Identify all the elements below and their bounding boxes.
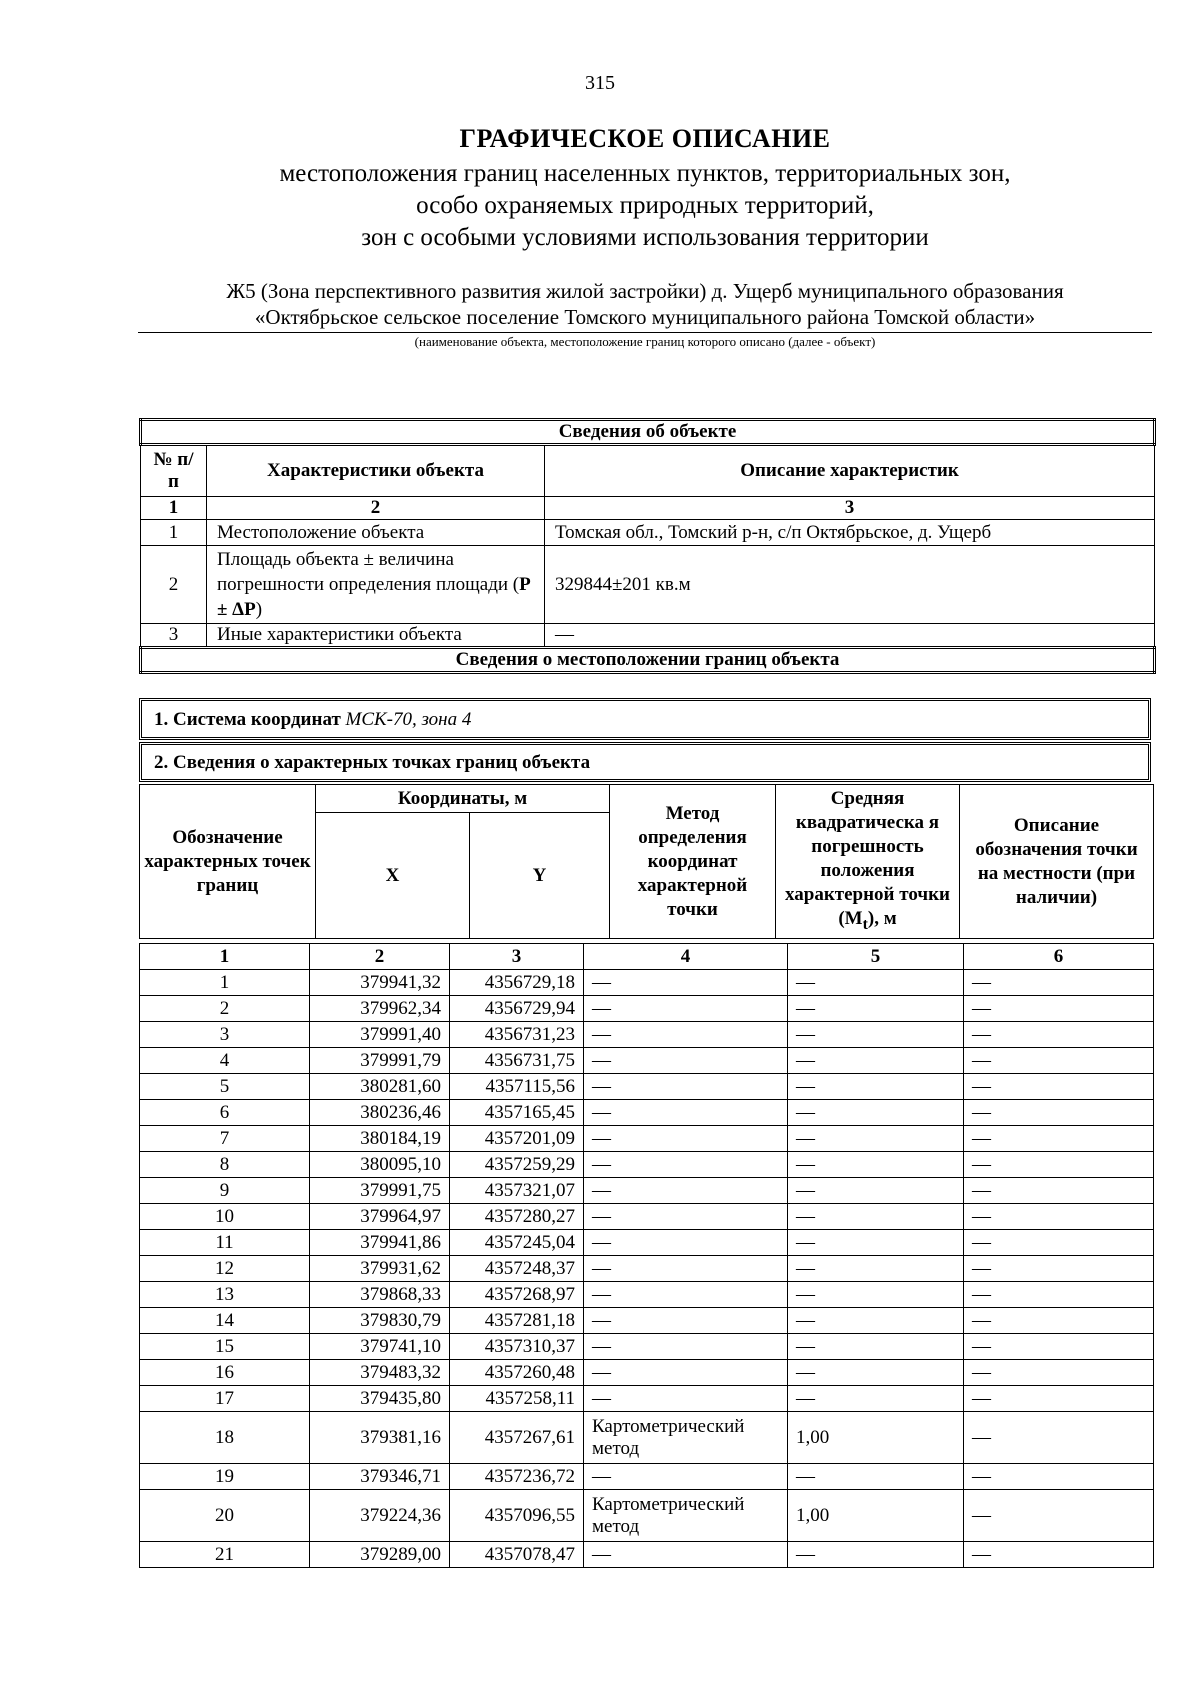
point-x: 379931,62 bbox=[310, 1256, 450, 1282]
description-header: Описание обозначения точки на местности (при наличии) bbox=[960, 785, 1154, 939]
info-section-header: Сведения об объекте bbox=[141, 420, 1155, 445]
point-number: 10 bbox=[140, 1204, 310, 1230]
point-error: 1,00 bbox=[788, 1412, 964, 1464]
point-number: 19 bbox=[140, 1464, 310, 1490]
point-description: — bbox=[964, 1360, 1154, 1386]
points-table bbox=[139, 943, 1154, 1568]
table-row bbox=[140, 970, 1154, 996]
table-row bbox=[140, 1100, 1154, 1126]
point-description: — bbox=[964, 1542, 1154, 1568]
point-number: 5 bbox=[140, 1074, 310, 1100]
coordinates-header: Координаты, м bbox=[316, 785, 610, 813]
point-description: — bbox=[964, 1464, 1154, 1490]
table-row bbox=[140, 1152, 1154, 1178]
point-x: 379868,33 bbox=[310, 1282, 450, 1308]
point-y: 4357260,48 bbox=[450, 1360, 584, 1386]
point-y: 4357096,55 bbox=[450, 1490, 584, 1542]
point-error: — bbox=[788, 1308, 964, 1334]
coord-system-value: МСК-70, зона 4 bbox=[345, 709, 472, 730]
point-number: 6 bbox=[140, 1100, 310, 1126]
table-row bbox=[140, 1230, 1154, 1256]
point-description: — bbox=[964, 1074, 1154, 1100]
point-method: — bbox=[584, 1074, 788, 1100]
point-method: — bbox=[584, 1126, 788, 1152]
col-number: 1 bbox=[140, 944, 310, 970]
table-row bbox=[140, 1386, 1154, 1412]
point-description: — bbox=[964, 1126, 1154, 1152]
point-y: 4357267,61 bbox=[450, 1412, 584, 1464]
point-y: 4357245,04 bbox=[450, 1230, 584, 1256]
point-y: 4357280,27 bbox=[450, 1204, 584, 1230]
col-number: 6 bbox=[964, 944, 1154, 970]
point-x: 379941,32 bbox=[310, 970, 450, 996]
point-error: — bbox=[788, 1386, 964, 1412]
point-method: — bbox=[584, 1360, 788, 1386]
point-description: — bbox=[964, 1152, 1154, 1178]
point-y: 4356729,18 bbox=[450, 970, 584, 996]
point-error: — bbox=[788, 1464, 964, 1490]
point-y: 4357258,11 bbox=[450, 1386, 584, 1412]
col-number: 3 bbox=[450, 944, 584, 970]
object-name-line: «Октябрьское сельское поселение Томского муниципального района Томской области» bbox=[254, 305, 1036, 329]
x-header: X bbox=[316, 813, 470, 939]
point-description: — bbox=[964, 1022, 1154, 1048]
point-method: — bbox=[584, 1256, 788, 1282]
point-number: 8 bbox=[140, 1152, 310, 1178]
point-error: — bbox=[788, 1126, 964, 1152]
table-row bbox=[140, 996, 1154, 1022]
document-title: ГРАФИЧЕСКОЕ ОПИСАНИЕ bbox=[459, 124, 831, 153]
point-number: 13 bbox=[140, 1282, 310, 1308]
col-number: 4 bbox=[584, 944, 788, 970]
point-number: 1 bbox=[140, 970, 310, 996]
point-description: — bbox=[964, 1204, 1154, 1230]
page-number: 315 bbox=[585, 72, 615, 94]
error-header-end: ), м bbox=[867, 907, 897, 929]
point-y: 4357268,97 bbox=[450, 1282, 584, 1308]
point-method: — bbox=[584, 1308, 788, 1334]
point-error: — bbox=[788, 1178, 964, 1204]
point-description: — bbox=[964, 970, 1154, 996]
point-x: 379435,80 bbox=[310, 1386, 450, 1412]
point-description: — bbox=[964, 1490, 1154, 1542]
point-y: 4357281,18 bbox=[450, 1308, 584, 1334]
point-number: 15 bbox=[140, 1334, 310, 1360]
point-y: 4356729,94 bbox=[450, 996, 584, 1022]
point-y: 4357259,29 bbox=[450, 1152, 584, 1178]
designation-header: Обозначение характерных точек границ bbox=[140, 785, 316, 939]
info-row-name: Местоположение объекта bbox=[207, 520, 545, 546]
point-error: — bbox=[788, 970, 964, 996]
point-description: — bbox=[964, 1100, 1154, 1126]
point-y: 4356731,23 bbox=[450, 1022, 584, 1048]
table-row bbox=[140, 1178, 1154, 1204]
point-y: 4356731,75 bbox=[450, 1048, 584, 1074]
info-row-value: Томская обл., Томский р-н, с/п Октябрьское, д. Ущерб bbox=[545, 520, 1155, 546]
point-y: 4357115,56 bbox=[450, 1074, 584, 1100]
table-row bbox=[140, 1256, 1154, 1282]
info-row-num: 1 bbox=[141, 520, 207, 546]
point-method: — bbox=[584, 1282, 788, 1308]
point-number: 17 bbox=[140, 1386, 310, 1412]
area-label: Площадь объекта ± величина погрешности определения площади ( bbox=[217, 549, 520, 595]
col-description-header: Описание характеристик bbox=[545, 445, 1155, 497]
point-description: — bbox=[964, 1282, 1154, 1308]
point-method: — bbox=[584, 970, 788, 996]
point-method: — bbox=[584, 1334, 788, 1360]
info-row-num: 3 bbox=[141, 624, 207, 648]
point-y: 4357165,45 bbox=[450, 1100, 584, 1126]
col-number: 3 bbox=[545, 497, 1155, 520]
document-subtitle bbox=[138, 158, 1152, 254]
y-header: Y bbox=[470, 813, 610, 939]
error-header bbox=[776, 785, 960, 939]
error-header-text: Средняя квадратическа я погрешность положения характерной точки (M bbox=[785, 787, 950, 929]
subtitle-line: зон с особыми условиями использования территории bbox=[361, 224, 929, 251]
point-x: 379962,34 bbox=[310, 996, 450, 1022]
col-characteristic-header: Характеристики объекта bbox=[207, 445, 545, 497]
point-x: 380236,46 bbox=[310, 1100, 450, 1126]
point-description: — bbox=[964, 1308, 1154, 1334]
col-number: 2 bbox=[310, 944, 450, 970]
point-error: 1,00 bbox=[788, 1490, 964, 1542]
point-x: 379991,79 bbox=[310, 1048, 450, 1074]
point-method: — bbox=[584, 1100, 788, 1126]
coordinate-system bbox=[139, 698, 1151, 740]
object-name-underline bbox=[138, 332, 1152, 333]
point-number: 20 bbox=[140, 1490, 310, 1542]
point-x: 379830,79 bbox=[310, 1308, 450, 1334]
point-y: 4357321,07 bbox=[450, 1178, 584, 1204]
table-row bbox=[140, 1490, 1154, 1542]
point-y: 4357201,09 bbox=[450, 1126, 584, 1152]
info-row-value: — bbox=[545, 624, 1155, 648]
point-method: — bbox=[584, 1152, 788, 1178]
error-subscript: t bbox=[862, 915, 868, 933]
point-x: 379964,97 bbox=[310, 1204, 450, 1230]
point-method: Картометрический метод bbox=[584, 1490, 788, 1542]
point-description: — bbox=[964, 1230, 1154, 1256]
point-error: — bbox=[788, 1048, 964, 1074]
table-row bbox=[140, 1204, 1154, 1230]
point-error: — bbox=[788, 1152, 964, 1178]
point-number: 7 bbox=[140, 1126, 310, 1152]
point-number: 12 bbox=[140, 1256, 310, 1282]
points-body bbox=[140, 970, 1154, 1568]
point-x: 379346,71 bbox=[310, 1464, 450, 1490]
table-row bbox=[140, 1126, 1154, 1152]
point-error: — bbox=[788, 1100, 964, 1126]
point-description: — bbox=[964, 1178, 1154, 1204]
point-description: — bbox=[964, 1256, 1154, 1282]
point-x: 380281,60 bbox=[310, 1074, 450, 1100]
point-error: — bbox=[788, 996, 964, 1022]
point-error: — bbox=[788, 1074, 964, 1100]
point-x: 379483,32 bbox=[310, 1360, 450, 1386]
point-description: — bbox=[964, 1412, 1154, 1464]
points-table-header bbox=[139, 784, 1154, 939]
table-row bbox=[140, 1412, 1154, 1464]
object-name-line: Ж5 (Зона перспективного развития жилой застройки) д. Ущерб муниципального образования bbox=[226, 279, 1064, 303]
table-row bbox=[140, 1022, 1154, 1048]
area-formula: P ± ΔP bbox=[217, 574, 530, 620]
point-method: — bbox=[584, 1542, 788, 1568]
point-x: 379381,16 bbox=[310, 1412, 450, 1464]
col-number: 2 bbox=[207, 497, 545, 520]
point-description: — bbox=[964, 1334, 1154, 1360]
object-caption: (наименование объекта, местоположение границ которого описано (далее - объект) bbox=[414, 334, 876, 349]
table-row bbox=[140, 1074, 1154, 1100]
point-y: 4357310,37 bbox=[450, 1334, 584, 1360]
point-error: — bbox=[788, 1230, 964, 1256]
point-method: — bbox=[584, 1022, 788, 1048]
location-section-header: Сведения о местоположении границ объекта bbox=[141, 648, 1155, 673]
point-method: — bbox=[584, 996, 788, 1022]
point-number: 18 bbox=[140, 1412, 310, 1464]
info-row-value: 329844±201 кв.м bbox=[545, 546, 1155, 624]
point-error: — bbox=[788, 1256, 964, 1282]
point-x: 379991,40 bbox=[310, 1022, 450, 1048]
info-row-name: Иные характеристики объекта bbox=[207, 624, 545, 648]
col-num-header: № п/п bbox=[141, 445, 207, 497]
point-error: — bbox=[788, 1542, 964, 1568]
table-row bbox=[140, 1334, 1154, 1360]
method-header: Метод определения координат характерной точки bbox=[610, 785, 776, 939]
subtitle-line: местоположения границ населенных пунктов, территориальных зон, bbox=[279, 160, 1011, 187]
col-number: 5 bbox=[788, 944, 964, 970]
point-error: — bbox=[788, 1022, 964, 1048]
point-x: 379289,00 bbox=[310, 1542, 450, 1568]
table-row bbox=[140, 1542, 1154, 1568]
subtitle-line: особо охраняемых природных территорий, bbox=[416, 192, 874, 219]
table-row bbox=[140, 1464, 1154, 1490]
point-number: 11 bbox=[140, 1230, 310, 1256]
point-method: — bbox=[584, 1464, 788, 1490]
point-method: — bbox=[584, 1386, 788, 1412]
point-error: — bbox=[788, 1282, 964, 1308]
point-x: 379991,75 bbox=[310, 1178, 450, 1204]
object-info-table bbox=[139, 418, 1156, 674]
point-y: 4357236,72 bbox=[450, 1464, 584, 1490]
table-row bbox=[140, 1282, 1154, 1308]
object-name bbox=[138, 278, 1152, 330]
point-method: — bbox=[584, 1048, 788, 1074]
point-number: 14 bbox=[140, 1308, 310, 1334]
point-y: 4357248,37 bbox=[450, 1256, 584, 1282]
point-description: — bbox=[964, 1386, 1154, 1412]
point-x: 380095,10 bbox=[310, 1152, 450, 1178]
point-method: — bbox=[584, 1204, 788, 1230]
point-number: 9 bbox=[140, 1178, 310, 1204]
point-error: — bbox=[788, 1204, 964, 1230]
point-number: 4 bbox=[140, 1048, 310, 1074]
point-description: — bbox=[964, 996, 1154, 1022]
point-number: 21 bbox=[140, 1542, 310, 1568]
info-row-name bbox=[207, 546, 545, 624]
point-method: — bbox=[584, 1178, 788, 1204]
point-x: 379741,10 bbox=[310, 1334, 450, 1360]
coord-system-label: 1. Система координат bbox=[154, 709, 341, 730]
point-method: — bbox=[584, 1230, 788, 1256]
table-row bbox=[140, 1308, 1154, 1334]
point-y: 4357078,47 bbox=[450, 1542, 584, 1568]
point-error: — bbox=[788, 1334, 964, 1360]
table-row bbox=[140, 1048, 1154, 1074]
point-number: 2 bbox=[140, 996, 310, 1022]
point-number: 3 bbox=[140, 1022, 310, 1048]
points-caption: 2. Сведения о характерных точках границ объекта bbox=[139, 742, 1151, 782]
point-x: 379941,86 bbox=[310, 1230, 450, 1256]
area-label-end: ) bbox=[255, 599, 263, 620]
point-number: 16 bbox=[140, 1360, 310, 1386]
point-error: — bbox=[788, 1360, 964, 1386]
point-method: Картометрический метод bbox=[584, 1412, 788, 1464]
point-x: 379224,36 bbox=[310, 1490, 450, 1542]
col-number: 1 bbox=[141, 497, 207, 520]
point-description: — bbox=[964, 1048, 1154, 1074]
point-x: 380184,19 bbox=[310, 1126, 450, 1152]
table-row bbox=[140, 1360, 1154, 1386]
info-row-num: 2 bbox=[141, 546, 207, 624]
